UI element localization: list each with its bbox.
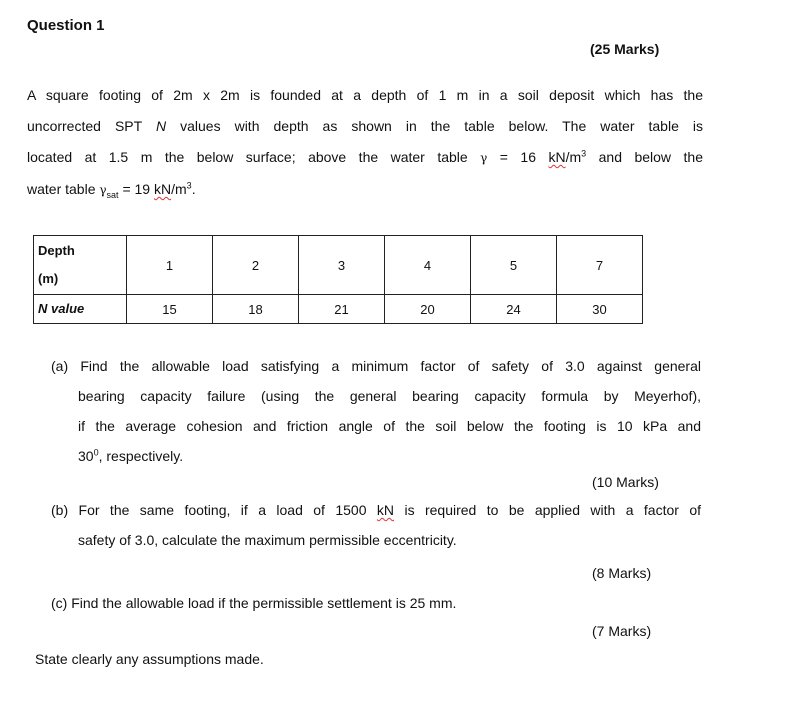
part-c-marks: (7 Marks) (592, 623, 652, 639)
depth-cell: 4 (385, 236, 471, 295)
n-value-cell: 15 (127, 295, 213, 324)
n-value-header: N value (34, 295, 127, 324)
part-a-line-2: bearing capacity failure (using the general bearing capacity formula by Meyerhof), (78, 388, 701, 404)
depth-row (34, 236, 643, 295)
part-b-marks: (8 Marks) (592, 565, 652, 581)
n-value-cell: 21 (299, 295, 385, 324)
total-marks: (25 Marks) (590, 41, 660, 57)
problem-statement (27, 80, 703, 206)
intro-line-2: uncorrected SPT N values with depth as shown in the table below. The water table is (27, 118, 703, 134)
part-a-line-1: (a) Find the allowable load satisfying a minimum factor of safety of 3.0 against general (51, 358, 701, 374)
n-value-row (34, 295, 643, 324)
depth-cell: 1 (127, 236, 213, 295)
depth-cell: 2 (213, 236, 299, 295)
n-value-cell: 18 (213, 295, 299, 324)
part-b-line-1: (b) For the same footing, if a load of 1500 kN is required to be applied with a factor of (51, 502, 701, 518)
question-title: Question 1 (27, 17, 105, 34)
n-value-cell: 24 (471, 295, 557, 324)
depth-cell: 3 (299, 236, 385, 295)
intro-line-3: located at 1.5 m the below surface; above the water table γ = 16 $kN/m^3$ and below the (27, 148, 703, 165)
part-a-line-4: $30^0$, respectively. (78, 447, 184, 464)
gamma-sat-symbol: γ (99, 183, 107, 197)
unit-kn: kN (153, 181, 172, 197)
depth-header: Depth (m) (34, 236, 127, 295)
part-b (51, 495, 701, 555)
depth-cell: 7 (557, 236, 643, 295)
n-value-cell: 30 (557, 295, 643, 324)
unit-kn: kN (376, 502, 395, 518)
part-a (51, 351, 701, 471)
spt-table (33, 235, 643, 324)
part-b-line-2: safety of 3.0, calculate the maximum permissible eccentricity. (78, 532, 457, 548)
depth-cell: 5 (471, 236, 557, 295)
part-a-marks: (10 Marks) (592, 474, 659, 490)
n-value-cell: 20 (385, 295, 471, 324)
part-c: (c) Find the allowable load if the permissible settlement is 25 mm. (51, 595, 457, 611)
assumptions-note: State clearly any assumptions made. (35, 651, 264, 667)
intro-line-1: A square footing of 2m x 2m is founded at a depth of 1 m in a soil deposit which has the (27, 87, 703, 103)
unit-kn: kN (548, 149, 566, 165)
intro-line-4: water table $\gamma_{sat} = 19$ $kN/m^3$. (27, 180, 196, 200)
gamma-symbol: γ (480, 151, 488, 165)
part-a-line-3: if the average cohesion and friction angle of the soil below the footing is 10 kPa and (78, 418, 701, 434)
